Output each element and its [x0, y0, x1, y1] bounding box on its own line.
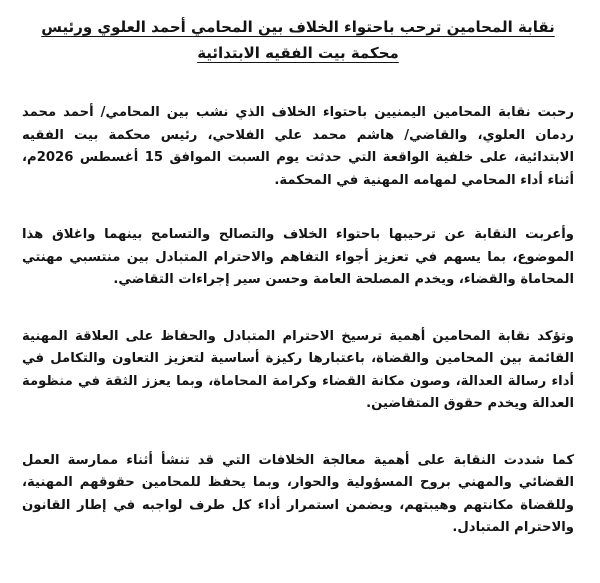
paragraph-4: كما شددت النقابة على أهمية معالجة الخلافات التي قد تنشأ أثناء ممارسة العمل القضائي والمهني بروح المسؤولية والحوار، وبما يحفظ للمحامين حقوقهم المهنية، وللقضاة مكانتهم وهيبتهم، ويضمن استمرار أداء كل طرف لواجبه في إطار القانون والاحترام المتبادل.	[22, 452, 574, 535]
paragraph-2: وأعربت النقابة عن ترحيبها باحتواء الخلاف والتصالح والتسامح بينهما واغلاق هذا الموضوع، بما يسهم في تعزيز أجواء التفاهم والاحترام المتبادل بين منتسبي مهنتي المحاماة والقضاء، ويخدم المصلحة العامة وحسن سير إجراءات التقاضي.	[22, 227, 574, 287]
document-title-text: نقابة المحامين ترحب باحتواء الخلاف بين المحامي أحمد العلوي ورئيس محكمة بيت الفقيه الابتدائية	[41, 18, 555, 62]
paragraph-1: رحبت نقابة المحامين اليمنيين باحتواء الخلاف الذي نشب بين المحامي/ أحمد محمد ردمان العلوي، والقاضي/ هاشم محمد علي الفلاحي، رئيس محكمة بيت الفقيه الابتدائية، على خلفية الواقعة التي حدثت يوم السبت الموافق 15 أغسطس 2026م، أثناء أداء المحامي لمهامه المهنية في المحكمة.	[22, 105, 575, 188]
paragraph-3: وتؤكد نقابة المحامين أهمية ترسيخ الاحترام المتبادل والحفاظ على العلاقة المهنية القائمة بين المحامين والقضاة، باعتبارها ركيزة أساسية لتعزيز التعاون والتكامل في أداء رسالة العدالة، وصون مكانة القضاء وكرامة المحاماة، وبما يعزز الثقة في منظومة العدالة ويخدم حقوق المتقاضين.	[22, 328, 574, 411]
document-title	[22, 14, 574, 66]
